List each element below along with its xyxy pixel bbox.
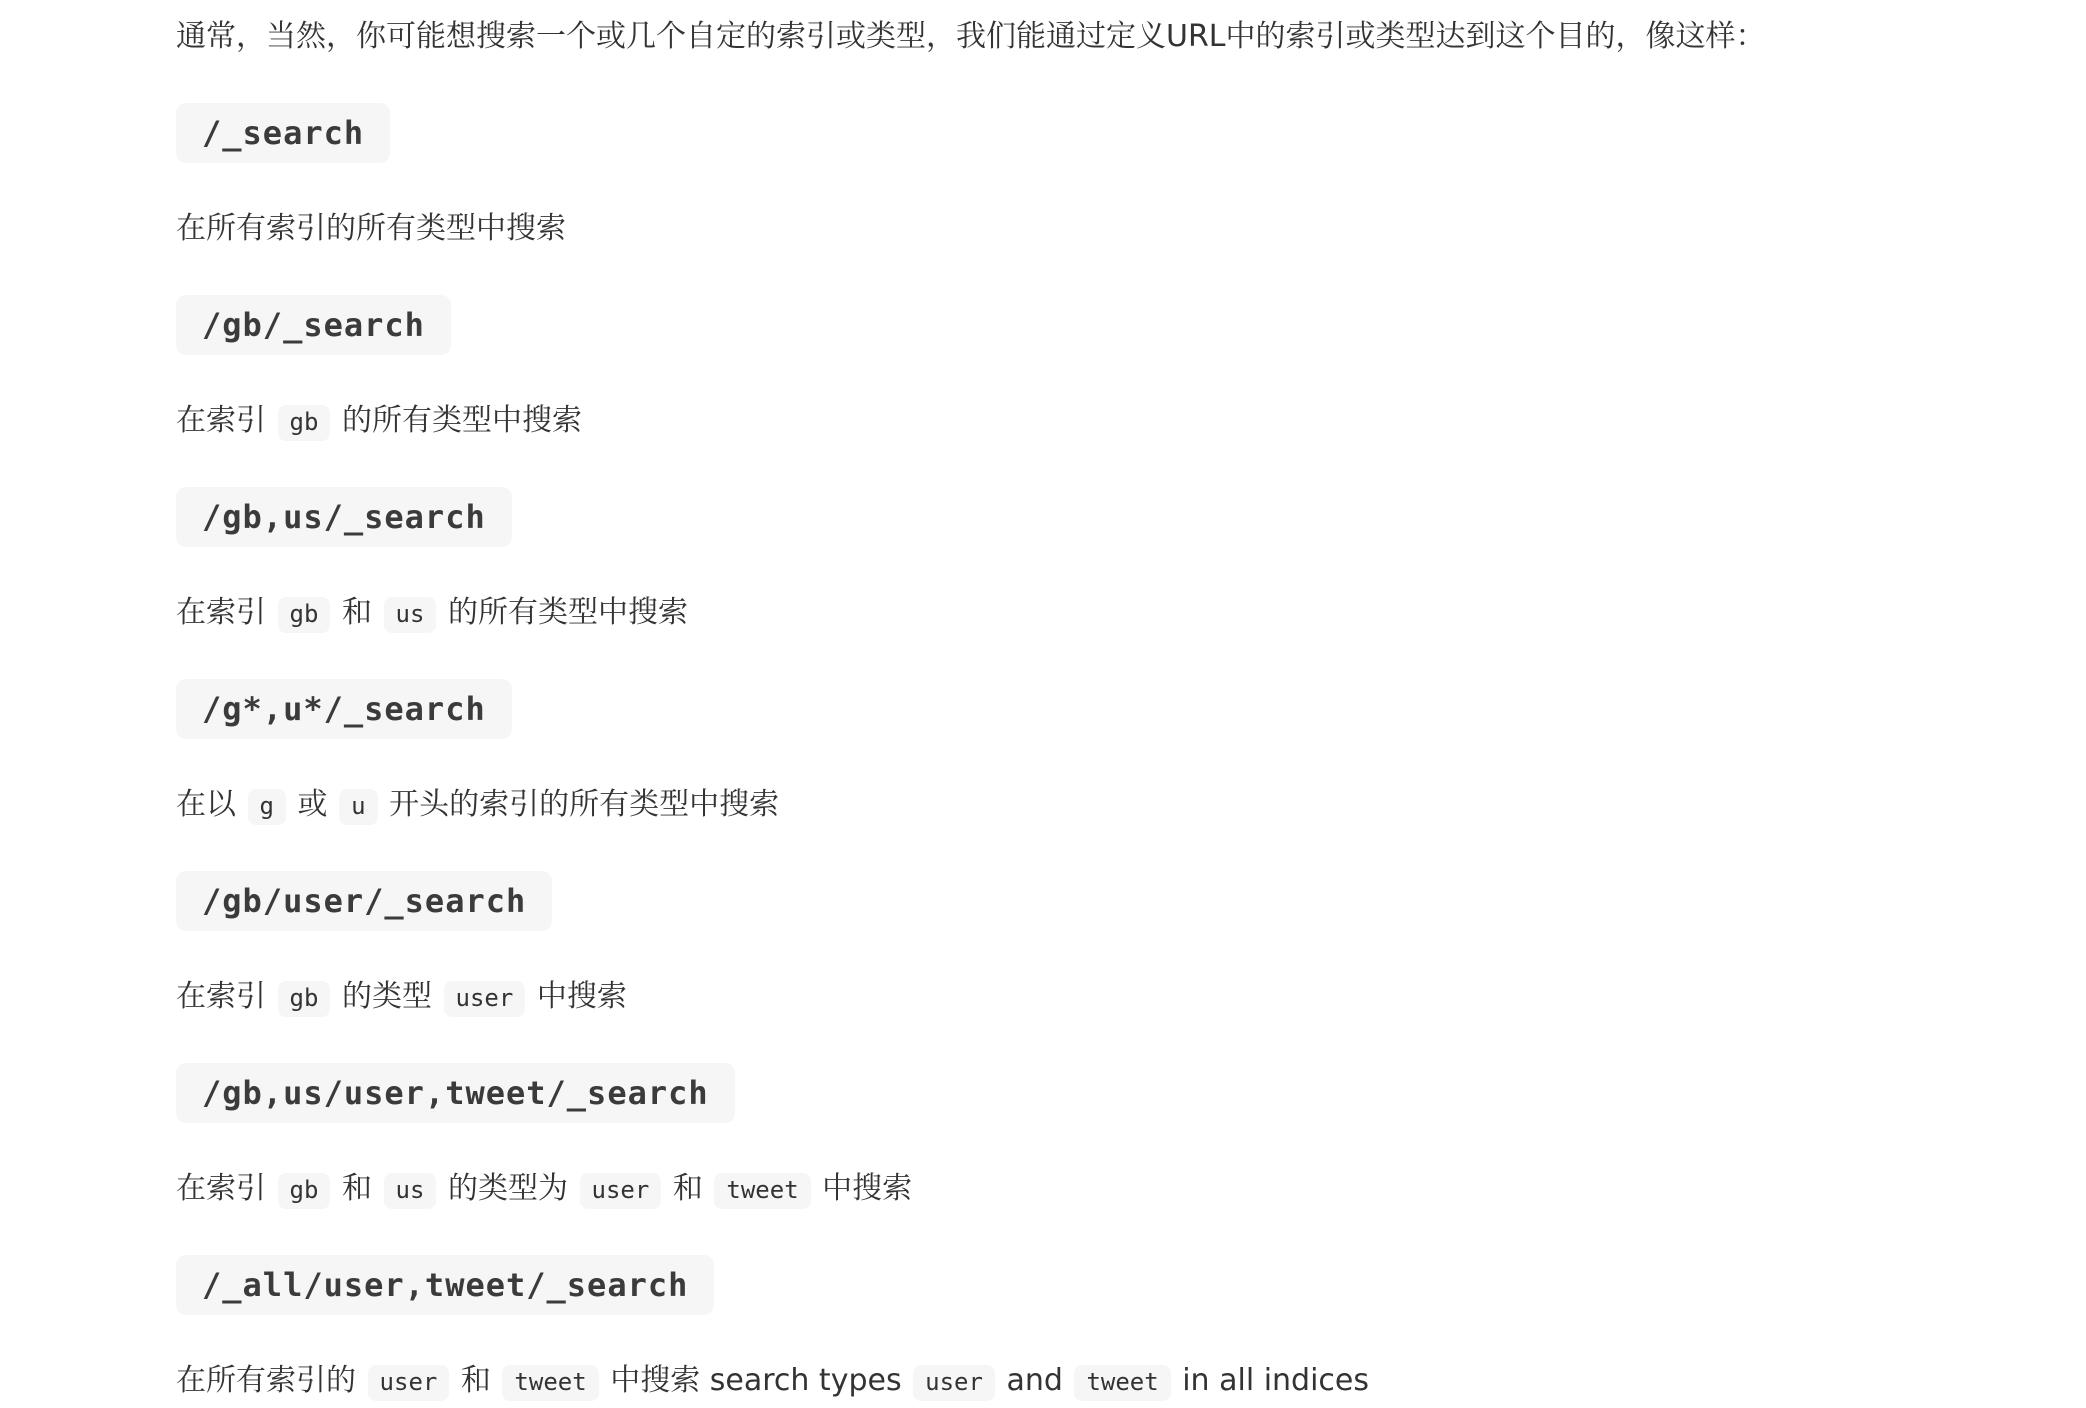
inline-code: tweet <box>1074 1365 1170 1401</box>
inline-code: gb <box>278 981 331 1017</box>
code-block <box>176 1063 735 1123</box>
code-block <box>176 103 390 163</box>
entry-description: 在所有索引的 user 和 tweet 中搜索 search types user and tweet in all indices <box>176 1360 2026 1402</box>
code-block-text: /_all/user,tweet/_search <box>202 1266 689 1304</box>
code-block <box>176 487 512 547</box>
inline-code: u <box>339 789 377 825</box>
inline-code: g <box>248 789 286 825</box>
code-block-text: /gb/_search <box>202 306 425 344</box>
inline-code: gb <box>278 1173 331 1209</box>
code-block-text: /gb,us/_search <box>202 498 486 536</box>
code-block-text: /gb,us/user,tweet/_search <box>202 1074 709 1112</box>
code-block-text: /_search <box>202 114 365 152</box>
entries <box>176 103 2026 1402</box>
entry-description: 在索引 gb 和 us 的所有类型中搜索 <box>176 592 2026 634</box>
code-block-text: /gb/user/_search <box>202 882 527 920</box>
entry-description: 在索引 gb 的所有类型中搜索 <box>176 400 2026 442</box>
inline-code: user <box>444 981 526 1017</box>
entry-description: 在所有索引的所有类型中搜索 <box>176 211 566 246</box>
entry-description: 在索引 gb 和 us 的类型为 user 和 tweet 中搜索 <box>176 1168 2026 1210</box>
inline-code: user <box>368 1365 450 1401</box>
code-block <box>176 871 552 931</box>
inline-code: tweet <box>714 1173 810 1209</box>
code-block <box>176 1255 714 1315</box>
inline-code: us <box>384 1173 437 1209</box>
inline-code: gb <box>278 405 331 441</box>
inline-code: user <box>580 1173 662 1209</box>
inline-code: tweet <box>502 1365 598 1401</box>
code-block <box>176 679 512 739</box>
inline-code: us <box>384 597 437 633</box>
entry-description: 在以 g 或 u 开头的索引的所有类型中搜索 <box>176 784 2026 826</box>
code-block-text: /g*,u*/_search <box>202 690 486 728</box>
code-block <box>176 295 451 355</box>
inline-code: gb <box>278 597 331 633</box>
entry-description: 在索引 gb 的类型 user 中搜索 <box>176 976 2026 1018</box>
intro-paragraph: 通常，当然，你可能想搜索一个或几个自定的索引或类型，我们能通过定义URL中的索引或类型达到这个目的，像这样： <box>176 19 1766 54</box>
inline-code: user <box>913 1365 995 1401</box>
